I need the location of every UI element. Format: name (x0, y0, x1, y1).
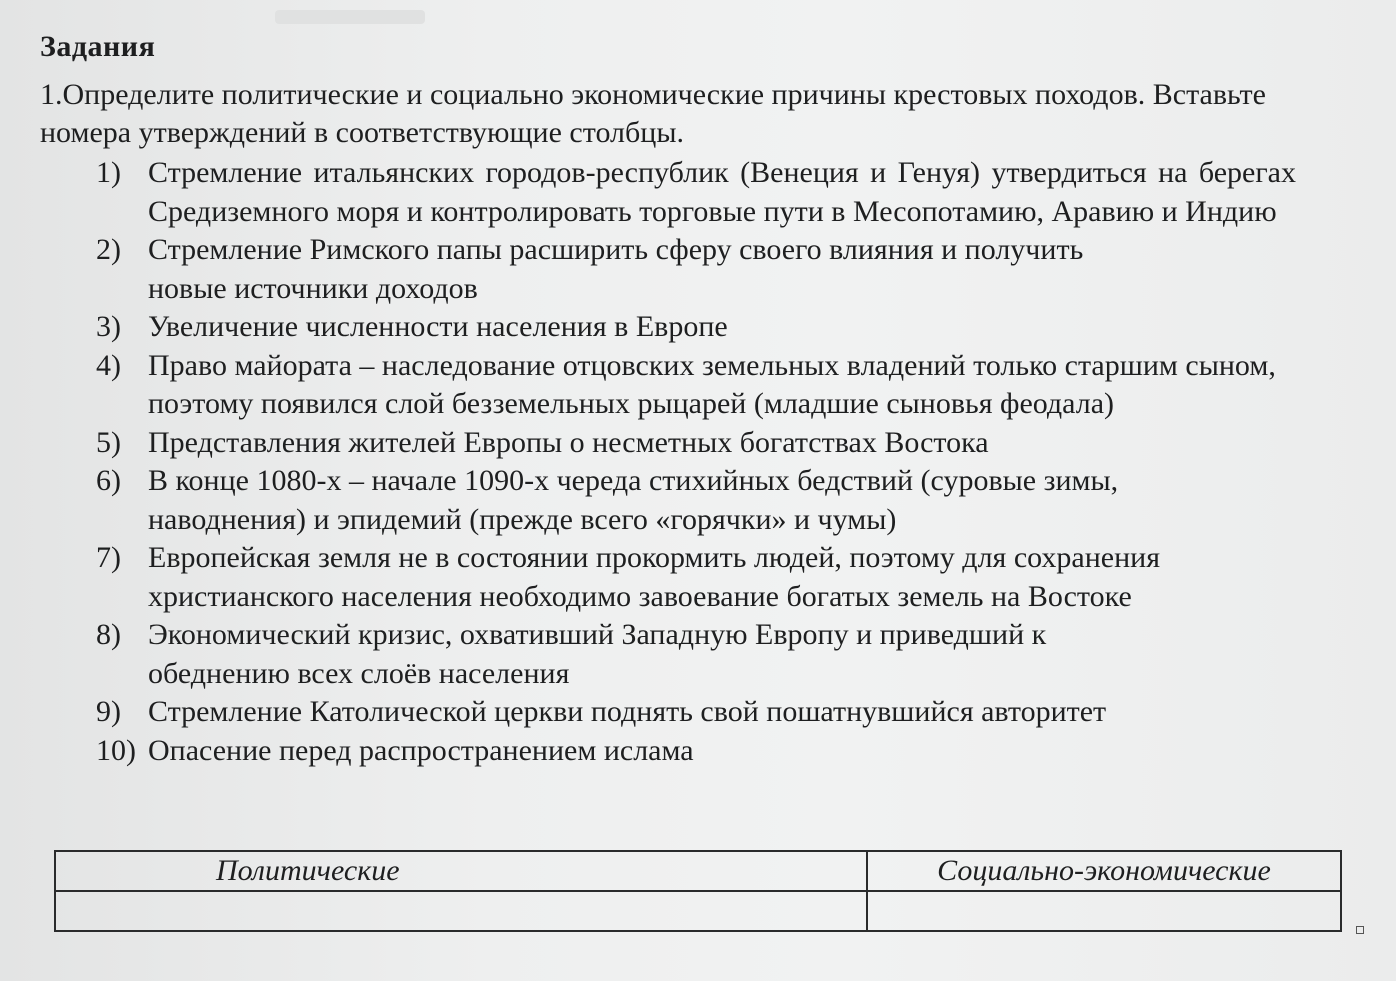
item-number: 2) (96, 233, 121, 266)
list-item (96, 424, 1336, 463)
statements-list (96, 154, 1336, 770)
answer-cell-political[interactable] (55, 891, 867, 931)
item-number: 7) (96, 541, 121, 574)
list-item (96, 308, 1336, 347)
table-answer-row (55, 891, 1341, 931)
item-text: Экономический кризис, охвативший Западную Европу и приведший к обеднению всех слоёв населения (148, 618, 1047, 690)
item-number: 1) (96, 156, 121, 189)
list-item (96, 154, 1336, 231)
list-item (96, 539, 1336, 616)
item-text: Право майората – наследование отцовских земельных владений только старшим сыном, поэтому появился слой безземельных рыцарей (младшие сыновья феодала) (148, 348, 1276, 420)
list-item (96, 693, 1336, 732)
item-text: Европейская земля не в состоянии прокормить людей, поэтому для сохранения христианского населения необходимо завоевание богатых земель на Востоке (148, 541, 1161, 613)
column-header-socioeconomic: Социально-экономические (867, 851, 1341, 891)
answer-table (54, 850, 1342, 932)
item-number: 8) (96, 618, 121, 651)
item-number: 5) (96, 425, 121, 459)
item-text: Увеличение численности населения в Европе (148, 310, 728, 343)
task-instruction: 1.Определите политические и социально экономические причины крестовых походов. Вставьте номера утверждений в соответствующие столбцы. (40, 78, 1266, 149)
page-heading: Задания (40, 30, 156, 63)
item-text: Опасение перед распространением ислама (148, 733, 694, 767)
column-header-political: Политические (55, 851, 867, 891)
list-item (96, 732, 1336, 771)
item-number: 9) (96, 695, 121, 728)
list-item (96, 462, 1336, 539)
list-item (96, 347, 1336, 424)
item-text: Стремление итальянских городов-республик (Венеция и Генуя) утвердиться на берегах Средиземного моря и контролировать торговые пути в Месопотамию, Аравию и Индию (148, 156, 1296, 228)
item-number: 4) (96, 348, 121, 382)
list-item (96, 616, 1336, 693)
list-item (96, 231, 1336, 308)
item-number: 10) (96, 733, 136, 767)
item-text: Стремление Католической церкви поднять свой пошатнувшийся авторитет (148, 695, 1107, 728)
item-text: В конце 1080-х – начале 1090-х череда стихийных бедствий (суровые зимы, наводнения) и эпидемий (прежде всего «горячки» и чумы) (148, 464, 1119, 536)
paragraph-mark (1356, 926, 1364, 934)
item-number: 3) (96, 310, 121, 343)
answer-cell-socioeconomic[interactable] (867, 891, 1341, 931)
item-text: Представления жителей Европы о несметных богатствах Востока (148, 425, 989, 459)
table-header-row (55, 851, 1341, 891)
item-text: Стремление Римского папы расширить сферу своего влияния и получить новые источники доходов (148, 233, 1084, 305)
item-number: 6) (96, 464, 121, 497)
photo-glare (275, 10, 425, 24)
